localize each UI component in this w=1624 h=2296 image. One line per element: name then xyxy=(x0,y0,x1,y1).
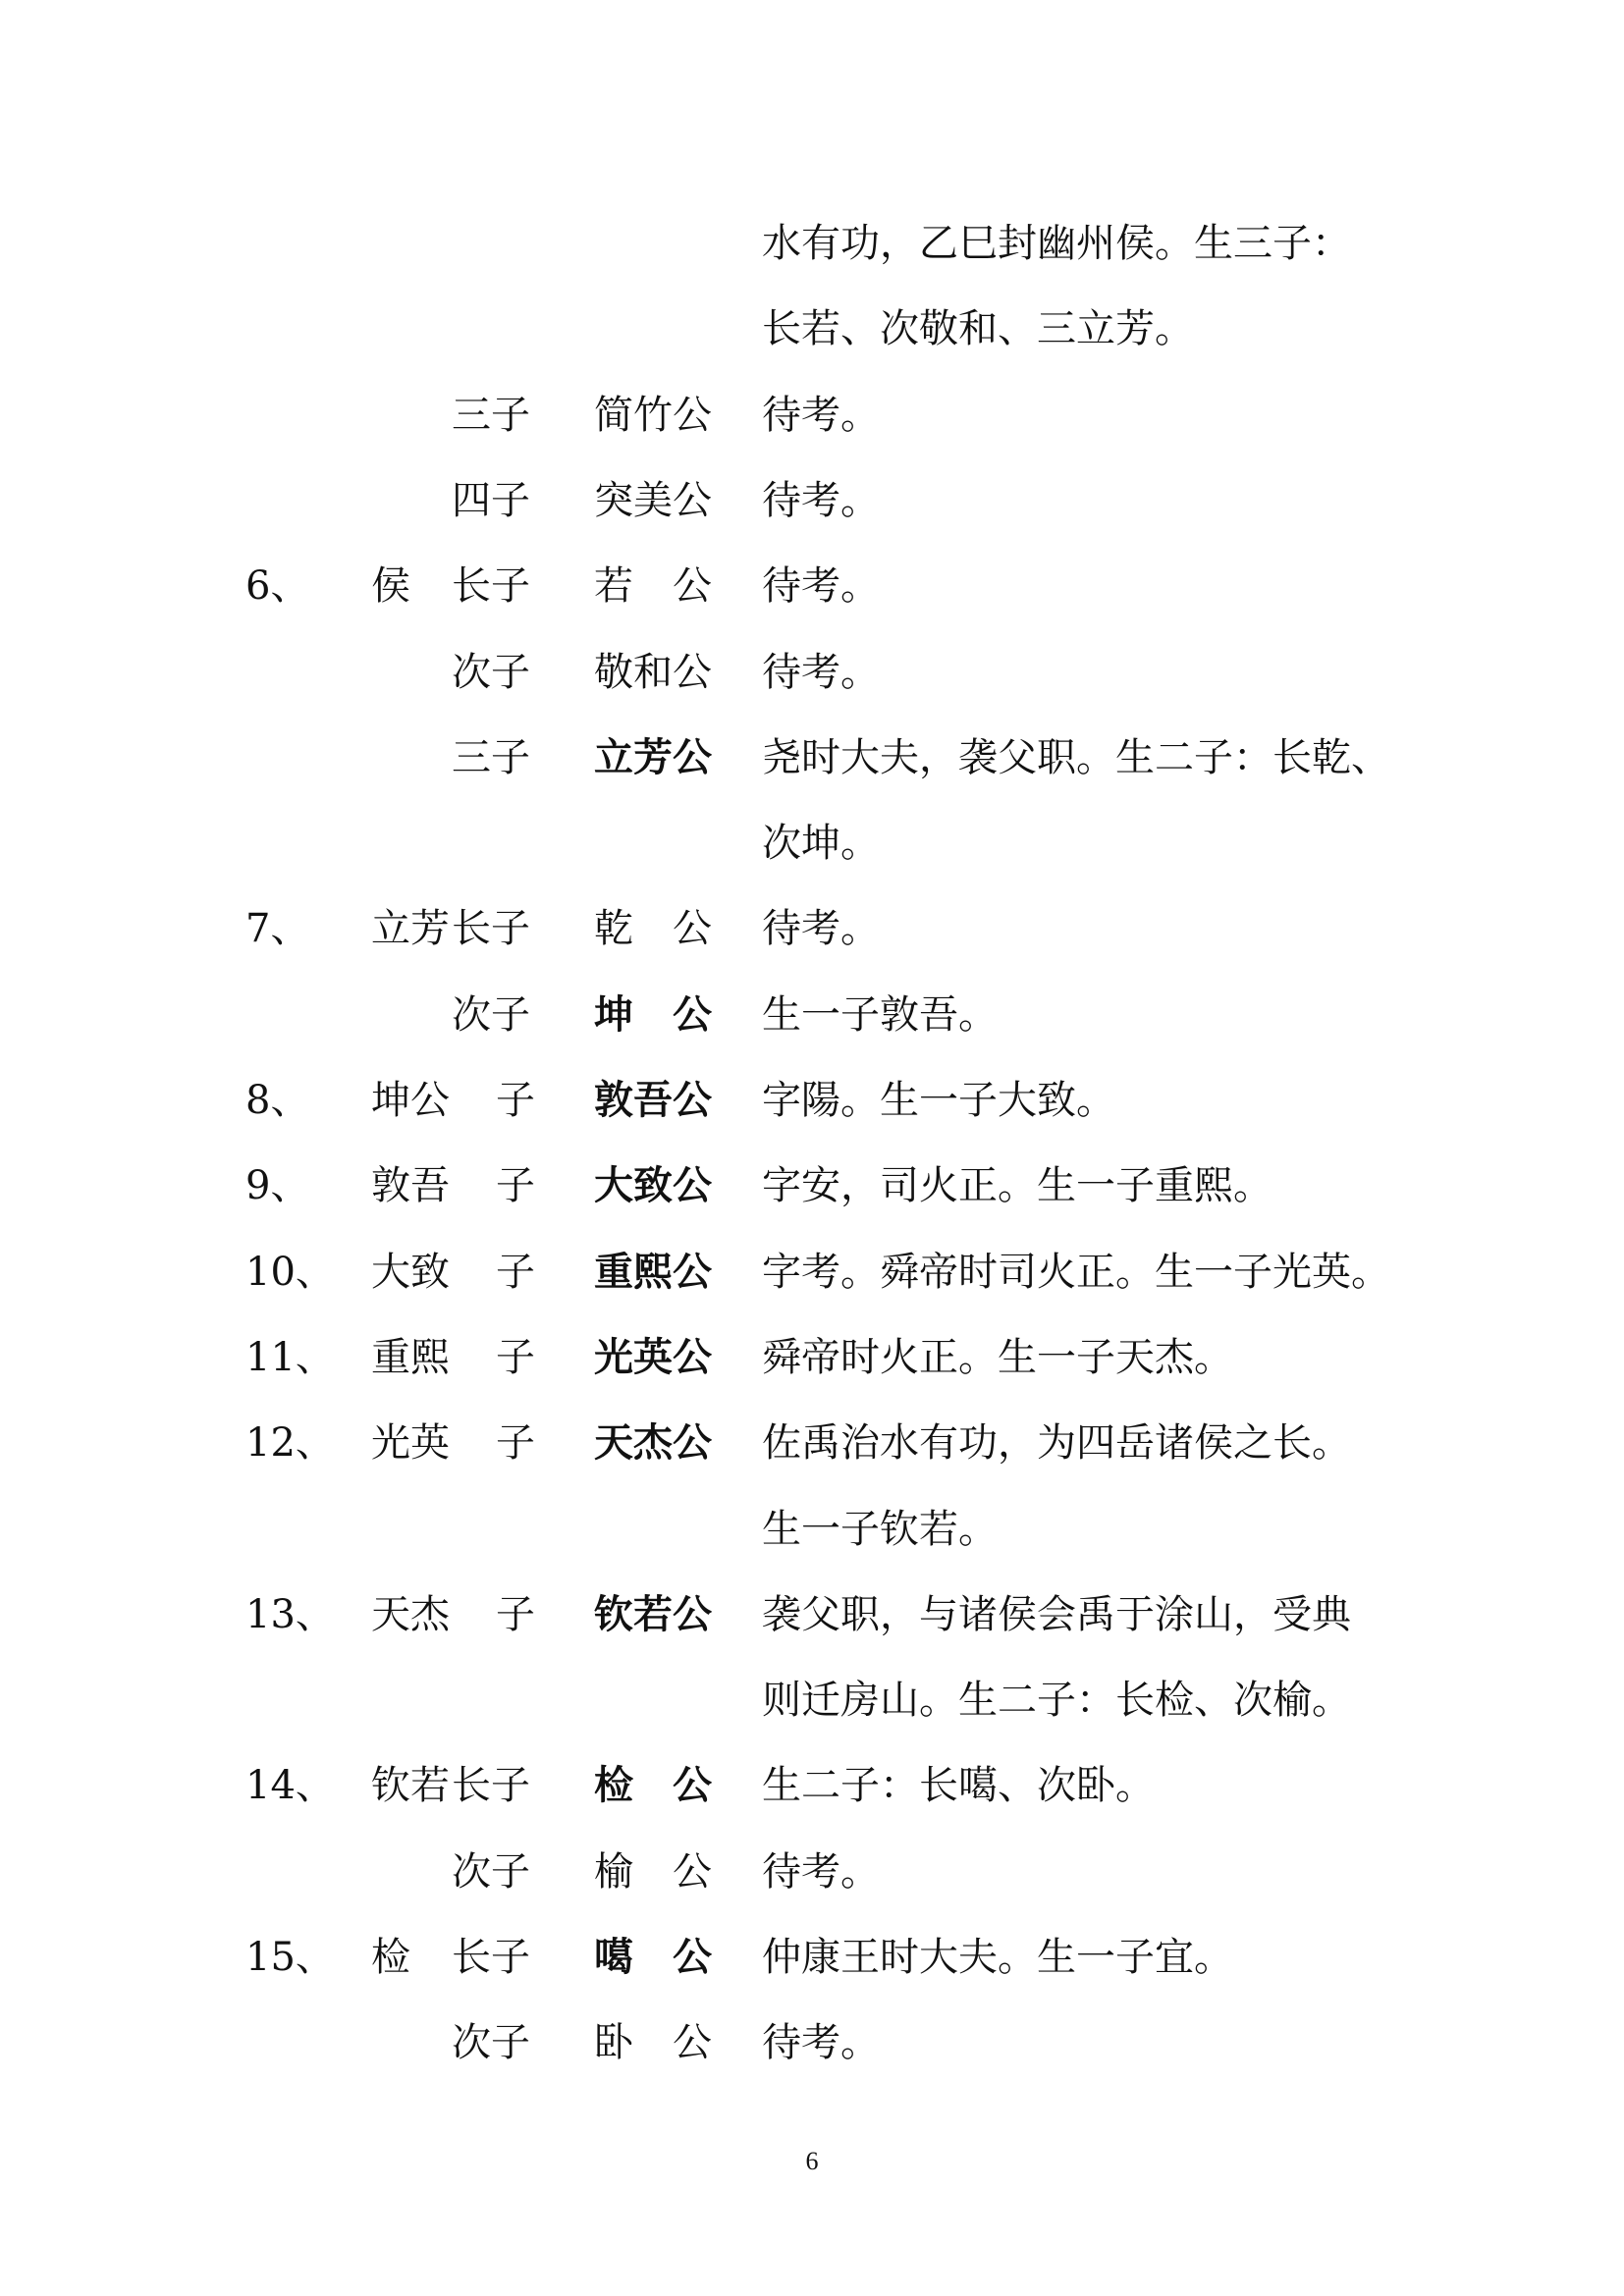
ancestor-name: 敦吾公 xyxy=(594,1077,712,1123)
ancestor-description: 生二子：长噶、次卧。 xyxy=(762,1763,1155,1808)
relation-label: 三子 xyxy=(452,735,530,780)
genealogy-line xyxy=(0,466,1624,535)
ancestor-description: 待考。 xyxy=(762,478,880,523)
relation-label: 次子 xyxy=(452,650,530,695)
genealogy-line xyxy=(0,294,1624,363)
genealogy-line xyxy=(0,894,1624,963)
ancestor-description: 待考。 xyxy=(762,563,880,609)
ancestor-description: 待考。 xyxy=(762,393,880,438)
entry-number: 12、 xyxy=(245,1420,335,1466)
genealogy-line xyxy=(0,552,1624,620)
ancestor-description: 仲康王时大夫。生一子宜。 xyxy=(762,1935,1233,1980)
entry-number: 9、 xyxy=(245,1163,310,1208)
genealogy-line xyxy=(0,1495,1624,1564)
entry-number: 13、 xyxy=(245,1592,335,1637)
ancestor-description: 字安，司火正。生一子重熙。 xyxy=(762,1163,1272,1208)
relation-label: 次子 xyxy=(452,992,530,1038)
relation-label: 长子 xyxy=(452,1763,530,1808)
relation-label: 子 xyxy=(496,1335,535,1380)
parent-name: 敦吾 xyxy=(371,1163,450,1208)
ancestor-description: 待考。 xyxy=(762,906,880,951)
genealogy-line xyxy=(0,809,1624,878)
genealogy-line xyxy=(0,1838,1624,1906)
ancestor-name: 敬和公 xyxy=(594,650,712,695)
ancestor-name: 大致公 xyxy=(594,1162,712,1208)
ancestor-name: 榆 公 xyxy=(594,1849,712,1895)
relation-label: 次子 xyxy=(452,2020,530,2065)
ancestor-name: 噶 公 xyxy=(594,1934,712,1980)
parent-name: 天杰 xyxy=(371,1592,450,1637)
genealogy-line xyxy=(0,381,1624,450)
genealogy-line xyxy=(0,1151,1624,1220)
ancestor-description: 舜帝时火正。生一子天杰。 xyxy=(762,1335,1233,1380)
ancestor-description: 字考。舜帝时司火正。生一子光英。 xyxy=(762,1250,1390,1295)
ancestor-name: 卧 公 xyxy=(594,2020,712,2065)
ancestor-description: 长若、次敬和、三立芳。 xyxy=(762,306,1194,351)
entry-number: 8、 xyxy=(245,1078,310,1123)
genealogy-line xyxy=(0,1409,1624,1477)
parent-name: 检 xyxy=(371,1935,410,1980)
parent-name: 光英 xyxy=(371,1420,450,1466)
genealogy-line xyxy=(0,1323,1624,1392)
parent-name: 大致 xyxy=(371,1250,450,1295)
ancestor-name: 光英公 xyxy=(594,1334,712,1380)
ancestor-description: 袭父职，与诸侯会禹于涂山，受典 xyxy=(762,1592,1351,1637)
ancestor-description: 字陽。生一子大致。 xyxy=(762,1078,1115,1123)
ancestor-description: 水有功，乙巳封幽州侯。生三子： xyxy=(762,221,1351,266)
ancestor-name: 重熙公 xyxy=(594,1249,712,1295)
ancestor-description: 待考。 xyxy=(762,1849,880,1895)
ancestor-name: 坤 公 xyxy=(594,991,712,1038)
relation-label: 子 xyxy=(496,1420,535,1466)
entry-number: 15、 xyxy=(245,1935,335,1980)
ancestor-name: 检 公 xyxy=(594,1762,712,1808)
relation-label: 四子 xyxy=(452,478,530,523)
ancestor-description: 则迁房山。生二子：长检、次榆。 xyxy=(762,1678,1351,1723)
relation-label: 长子 xyxy=(452,906,530,951)
relation-label: 次子 xyxy=(452,1849,530,1895)
entry-number: 10、 xyxy=(245,1250,335,1295)
page-number: 6 xyxy=(805,2147,819,2175)
ancestor-description: 次坤。 xyxy=(762,821,880,866)
ancestor-name: 钦若公 xyxy=(594,1591,712,1637)
relation-label: 长子 xyxy=(452,563,530,609)
relation-label: 长子 xyxy=(452,1935,530,1980)
ancestor-description: 生一子敦吾。 xyxy=(762,992,998,1038)
genealogy-line xyxy=(0,209,1624,278)
ancestor-description: 生一子钦若。 xyxy=(762,1507,998,1552)
genealogy-line xyxy=(0,1066,1624,1135)
entry-number: 6、 xyxy=(245,563,310,609)
genealogy-line xyxy=(0,1751,1624,1820)
ancestor-description: 待考。 xyxy=(762,650,880,695)
genealogy-line xyxy=(0,638,1624,707)
ancestor-name: 简竹公 xyxy=(594,393,712,438)
ancestor-name: 立芳公 xyxy=(594,734,712,780)
entry-number: 14、 xyxy=(245,1763,335,1808)
ancestor-name: 突美公 xyxy=(594,478,712,523)
genealogy-line xyxy=(0,981,1624,1049)
relation-label: 三子 xyxy=(452,393,530,438)
genealogy-line xyxy=(0,723,1624,792)
entry-number: 7、 xyxy=(245,906,310,951)
ancestor-description: 佐禹治水有功，为四岳诸侯之长。 xyxy=(762,1420,1351,1466)
relation-label: 子 xyxy=(496,1592,535,1637)
parent-name: 钦若 xyxy=(371,1763,450,1808)
genealogy-line xyxy=(0,1923,1624,1992)
genealogy-line xyxy=(0,1666,1624,1735)
parent-name: 坤公 xyxy=(371,1078,450,1123)
genealogy-line xyxy=(0,1238,1624,1307)
parent-name: 重熙 xyxy=(371,1335,450,1380)
genealogy-line xyxy=(0,1580,1624,1649)
relation-label: 子 xyxy=(496,1250,535,1295)
relation-label: 子 xyxy=(496,1163,535,1208)
parent-name: 侯 xyxy=(371,563,410,609)
relation-label: 子 xyxy=(496,1078,535,1123)
ancestor-name: 天杰公 xyxy=(594,1419,712,1466)
parent-name: 立芳 xyxy=(371,906,450,951)
ancestor-name: 若 公 xyxy=(594,563,712,609)
genealogy-line xyxy=(0,2008,1624,2077)
entry-number: 11、 xyxy=(245,1335,335,1380)
ancestor-description: 待考。 xyxy=(762,2020,880,2065)
ancestor-name: 乾 公 xyxy=(594,906,712,951)
ancestor-description: 尧时大夫，袭父职。生二子：长乾、 xyxy=(762,735,1390,780)
